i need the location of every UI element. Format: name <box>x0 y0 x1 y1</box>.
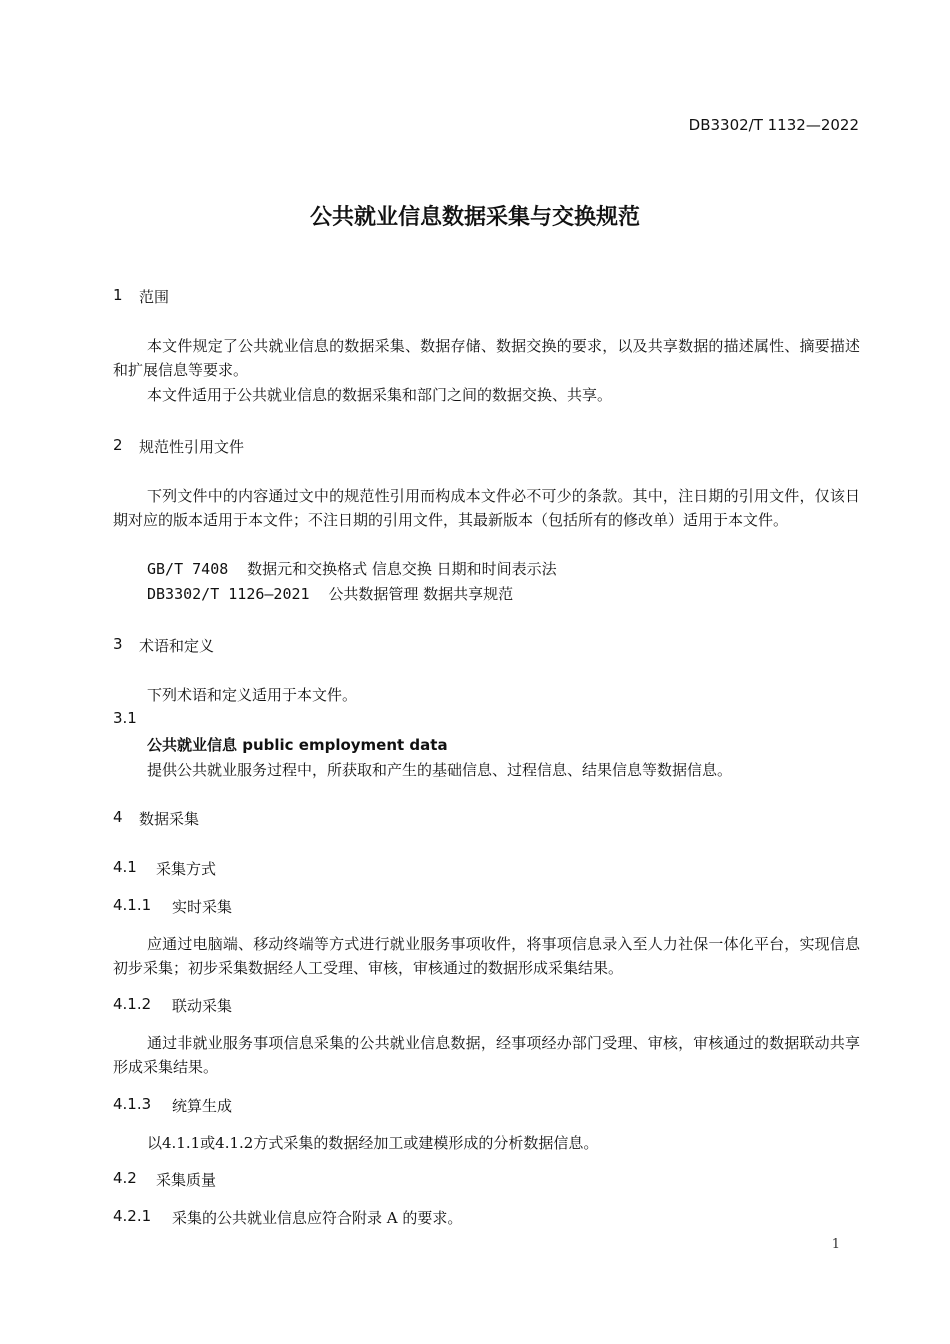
section-number: 4 <box>113 808 123 826</box>
paragraph: 本文件规定了公共就业信息的数据采集、数据存储、数据交换的要求，以及共享数据的描述属性、摘要描述和扩展信息等要求。 <box>113 337 860 379</box>
reference-code: DB3302/T 1126—2021 <box>147 585 310 603</box>
subsection-number: 4.1 <box>113 858 137 876</box>
clause-text: 采集的公共就业信息应符合附录 A 的要求。 <box>172 1209 463 1227</box>
term-title: 公共就业信息 public employment data <box>147 736 448 754</box>
document-title: 公共就业信息数据采集与交换规范 <box>309 205 640 230</box>
reference-name: 数据元和交换格式 信息交换 日期和时间表示法 <box>247 560 557 578</box>
section-title: 术语和定义 <box>139 637 215 655</box>
document-number: DB3302/T 1132—2022 <box>688 116 859 134</box>
reference-item <box>147 583 513 604</box>
paragraph: 下列术语和定义适用于本文件。 <box>147 686 358 704</box>
paragraph: 下列文件中的内容通过文中的规范性引用而构成本文件必不可少的条款。其中，注日期的引用文件，仅该日期对应的版本适用于本文件；不注日期的引用文件，其最新版本（包括所有的修改单）适用于本文件。 <box>113 487 860 529</box>
subsection-title: 采集方式 <box>156 860 217 878</box>
clause-number: 4.1.1 <box>113 896 152 914</box>
section-title: 数据采集 <box>139 810 200 828</box>
section-number: 3 <box>113 635 123 653</box>
paragraph: 本文件适用于公共就业信息的数据采集和部门之间的数据交换、共享。 <box>147 386 613 404</box>
subsection-number: 4.2 <box>113 1169 137 1187</box>
subsection-title: 采集质量 <box>156 1171 217 1189</box>
reference-item <box>147 558 557 579</box>
section-number: 2 <box>113 436 123 454</box>
section-title: 规范性引用文件 <box>139 438 245 456</box>
reference-code: GB/T 7408 <box>147 560 229 578</box>
clause-number: 4.2.1 <box>113 1207 152 1225</box>
paragraph: 以4.1.1或4.1.2方式采集的数据经加工或建模形成的分析数据信息。 <box>147 1134 599 1152</box>
paragraph: 应通过电脑端、移动终端等方式进行就业服务事项收件，将事项信息录入至人力社保一体化平台，实现信息初步采集；初步采集数据经人工受理、审核，审核通过的数据形成采集结果。 <box>113 935 860 977</box>
section-title: 范围 <box>139 288 170 306</box>
term-number: 3.1 <box>113 709 137 727</box>
page-number: 1 <box>831 1237 840 1252</box>
clause-title: 联动采集 <box>172 997 233 1015</box>
clause-number: 4.1.2 <box>113 995 152 1013</box>
clause-title: 统算生成 <box>172 1097 233 1115</box>
reference-name: 公共数据管理 数据共享规范 <box>328 585 514 603</box>
term-definition: 提供公共就业服务过程中，所获取和产生的基础信息、过程信息、结果信息等数据信息。 <box>147 761 733 779</box>
clause-number: 4.1.3 <box>113 1095 152 1113</box>
section-number: 1 <box>113 286 123 304</box>
clause-title: 实时采集 <box>172 898 233 916</box>
paragraph: 通过非就业服务事项信息采集的公共就业信息数据，经事项经办部门受理、审核，审核通过的数据联动共享形成采集结果。 <box>113 1034 860 1076</box>
